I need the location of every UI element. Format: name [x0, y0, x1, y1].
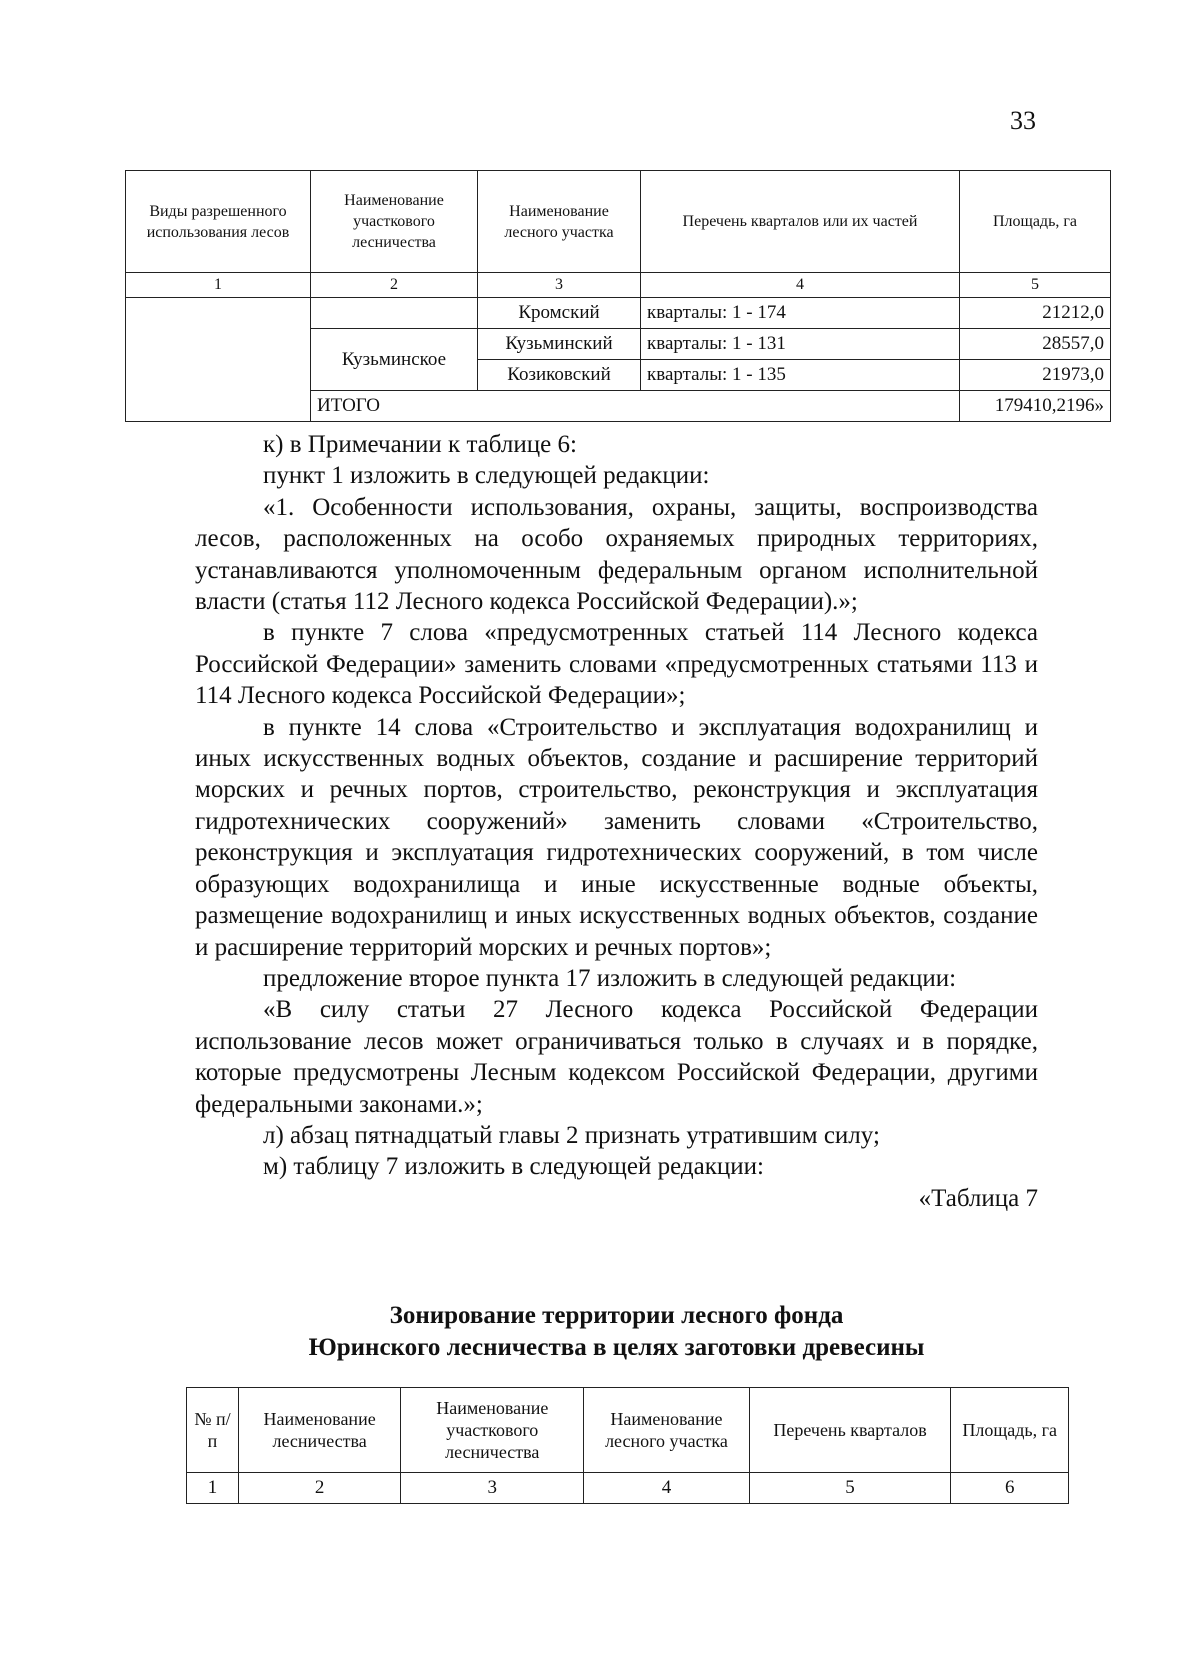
page-number: 33	[1010, 106, 1036, 135]
paragraph: в пункте 14 слова «Строительство и эксплуатация водохранилищ и иных искусственных водных объектов, создание и расширение территорий морских и речных портов, строительство, реконструкция и эксплуатация гидротехнических сооружений» заменить словами «Строительство, реконструкция и эксплуатация гидротехнических сооружений, в том числе образующих водохранилища и иные искусственные водные объекты, размещение водохранилищ и иных искусственных водных объектов, создание и расширение территорий морских и речных портов»;	[195, 713, 1038, 961]
paragraph: «В силу статьи 27 Лесного кодекса Российской Федерации использование лесов может ограничиваться только в случаях и в порядке, которые предусмотрены Лесным кодексом Российской Федерации, другими федеральными законами.»;	[195, 996, 1038, 1118]
total-value: 179410,2196»	[960, 391, 1111, 422]
paragraph: в пункте 7 слова «предусмотренных статьей 114 Лесного кодекса Российской Федерации» заменить словами «предусмотренных статьями 113 и 114 Лесного кодекса Российской Федерации»;	[195, 619, 1038, 710]
column-number: 1	[126, 273, 311, 298]
column-number: 4	[641, 273, 960, 298]
section-heading	[195, 1300, 1038, 1364]
paragraph: к) в Примечании к таблице 6:	[263, 431, 577, 458]
forest-use-table	[125, 170, 1111, 422]
column-number-row	[126, 273, 1111, 298]
column-number: 1	[187, 1473, 239, 1504]
area-value: 21973,0	[960, 360, 1111, 391]
table-header-row	[126, 171, 1111, 273]
header-cell: № п/п	[187, 1388, 239, 1473]
area-value: 21212,0	[960, 298, 1111, 329]
table-caption: «Таблица 7	[918, 1184, 1038, 1212]
heading-line: Зонирование территории лесного фонда	[389, 1302, 844, 1329]
zoning-table	[186, 1387, 1069, 1504]
header-cell: Площадь, га	[951, 1388, 1069, 1473]
column-number: 5	[749, 1473, 951, 1504]
header-cell: Площадь, га	[960, 171, 1111, 273]
paragraph: «1. Особенности использования, охраны, защиты, воспроизводства лесов, расположенных на особо охраняемых природных территориях, устанавливаются уполномоченным федеральным органом исполнительной власти (статья 112 Лесного кодекса Российской Федерации).»;	[195, 493, 1038, 616]
area-value: 28557,0	[960, 329, 1111, 360]
paragraph: м) таблицу 7 изложить в следующей редакции:	[263, 1153, 764, 1181]
quarters-list: кварталы: 1 - 131	[641, 329, 960, 360]
district-name: Кузьминское	[311, 329, 478, 391]
header-cell: Наименование лесного участка	[478, 171, 641, 273]
district-cell-empty	[311, 298, 478, 329]
total-label: ИТОГО	[311, 391, 960, 422]
paragraph: л) абзац пятнадцатый главы 2 признать утратившим силу;	[263, 1121, 880, 1149]
document-body	[195, 429, 1038, 1214]
column-number: 2	[239, 1473, 401, 1504]
header-cell: Перечень кварталов	[749, 1388, 951, 1473]
paragraph: пункт 1 изложить в следующей редакции:	[263, 462, 710, 490]
header-cell: Наименование лесничества	[239, 1388, 401, 1473]
column-number: 4	[584, 1473, 749, 1504]
station-name: Кузьминский	[478, 329, 641, 360]
paragraph: предложение второе пункта 17 изложить в следующей редакции:	[263, 964, 957, 992]
column-number: 3	[401, 1473, 584, 1504]
header-cell: Наименование участкового лесничества	[401, 1388, 584, 1473]
column-number: 2	[311, 273, 478, 298]
column-number-row	[187, 1473, 1069, 1504]
heading-line: Юринского лесничества в целях заготовки древесины	[308, 1334, 925, 1361]
column-number: 3	[478, 273, 641, 298]
use-type-cell	[126, 298, 311, 422]
header-cell: Виды разрешенного использования лесов	[126, 171, 311, 273]
table-row	[126, 298, 1111, 329]
quarters-list: кварталы: 1 - 174	[641, 298, 960, 329]
column-number: 6	[951, 1473, 1069, 1504]
header-cell: Наименование участкового лесничества	[311, 171, 478, 273]
header-cell: Перечень кварталов или их частей	[641, 171, 960, 273]
station-name: Козиковский	[478, 360, 641, 391]
header-cell: Наименование лесного участка	[584, 1388, 749, 1473]
quarters-list: кварталы: 1 - 135	[641, 360, 960, 391]
column-number: 5	[960, 273, 1111, 298]
station-name: Кромский	[478, 298, 641, 329]
table-header-row	[187, 1388, 1069, 1473]
